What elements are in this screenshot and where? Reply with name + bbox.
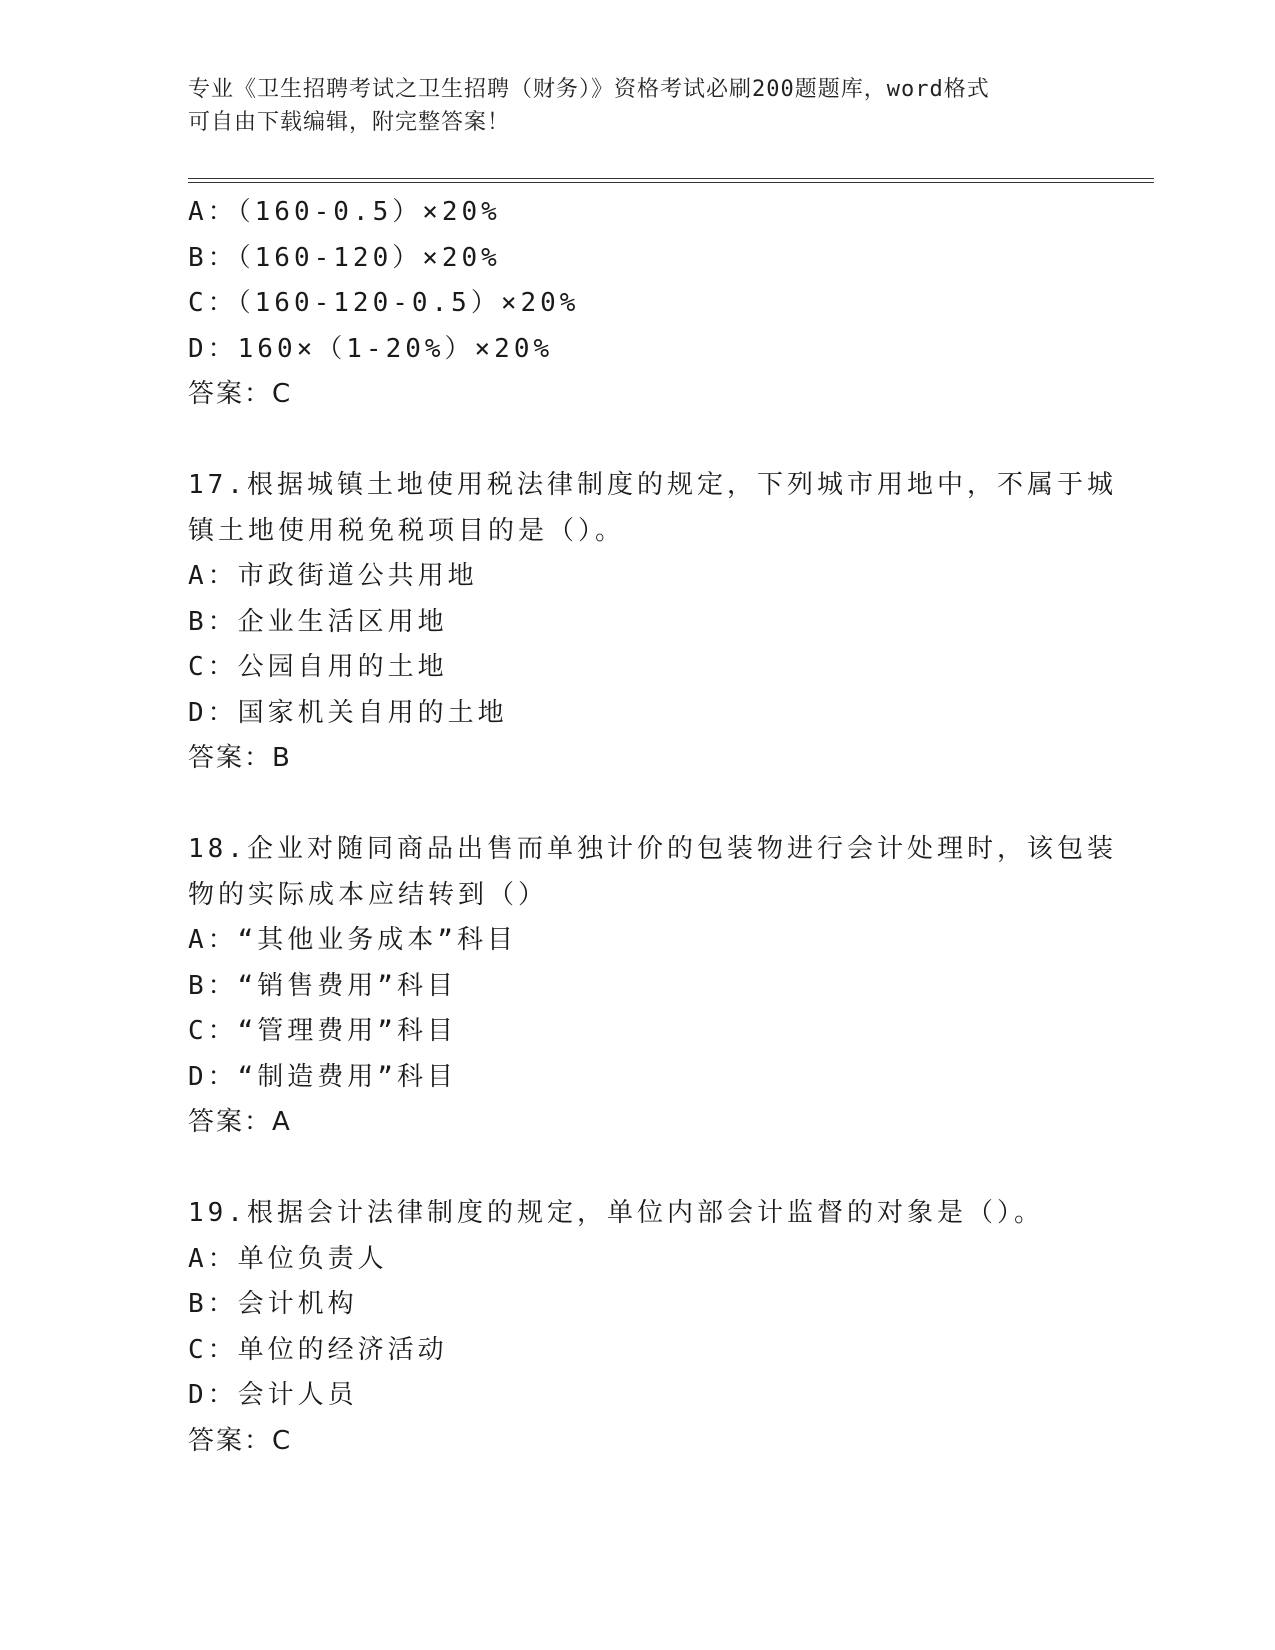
spacer: [188, 782, 1088, 828]
option-b: B：企业生活区用地: [188, 606, 448, 637]
option-a: A：市政街道公共用地: [188, 561, 478, 591]
header-divider-bottom: [188, 182, 1154, 183]
answer-label: 答案：A: [188, 1107, 292, 1137]
question-19: [188, 1191, 1088, 1464]
option-a: A：单位负责人: [188, 1243, 388, 1274]
answer-label: 答案：C: [188, 379, 293, 409]
option-d: D：160×（1-20%）×20%: [188, 333, 554, 364]
option-a: A：（160-0.5）×20%: [188, 197, 501, 227]
option-c: C：（160-120-0.5）×20%: [188, 288, 580, 318]
question-stem: 18.企业对随同商品出售而单独计价的包装物进行会计处理时，该包装: [188, 834, 1117, 864]
question-list: [188, 190, 1117, 1464]
answer-label: 答案：B: [188, 743, 292, 773]
answer-label: 答案：C: [188, 1425, 293, 1456]
question-17: [188, 463, 1117, 782]
option-b: B：（160-120）×20%: [188, 242, 501, 273]
option-a: A：“其他业务成本”科目: [188, 925, 517, 955]
question-stem: 19.根据会计法律制度的规定，单位内部会计监督的对象是（）。: [188, 1198, 1044, 1228]
option-b: B：“销售费用”科目: [188, 970, 457, 1001]
question-stem-continued: 物的实际成本应结转到（）: [188, 879, 549, 910]
header-title-line-2: 可自由下载编辑，附完整答案！: [188, 110, 511, 135]
question-stem-continued: 镇土地使用税免税项目的是（）。: [188, 515, 626, 546]
question-16-continued: [188, 190, 1088, 418]
spacer: [188, 1146, 1088, 1192]
option-d: D：“制造费用”科目: [188, 1061, 457, 1092]
option-b: B：会计机构: [188, 1289, 358, 1319]
option-c: C：公园自用的土地: [188, 652, 448, 682]
option-d: D：会计人员: [188, 1380, 358, 1410]
spacer: [188, 418, 1088, 464]
document-header: [188, 73, 1088, 139]
option-c: C：“管理费用”科目: [188, 1016, 457, 1046]
header-title-line-1: 专业《卫生招聘考试之卫生招聘（财务）》资格考试必刷200题题库，word格式: [188, 77, 990, 102]
option-d: D：国家机关自用的土地: [188, 697, 508, 728]
header-divider-top: [188, 178, 1154, 179]
question-stem: 17.根据城镇土地使用税法律制度的规定，下列城市用地中，不属于城: [188, 470, 1117, 500]
option-c: C：单位的经济活动: [188, 1334, 448, 1365]
question-18: [188, 827, 1117, 1146]
